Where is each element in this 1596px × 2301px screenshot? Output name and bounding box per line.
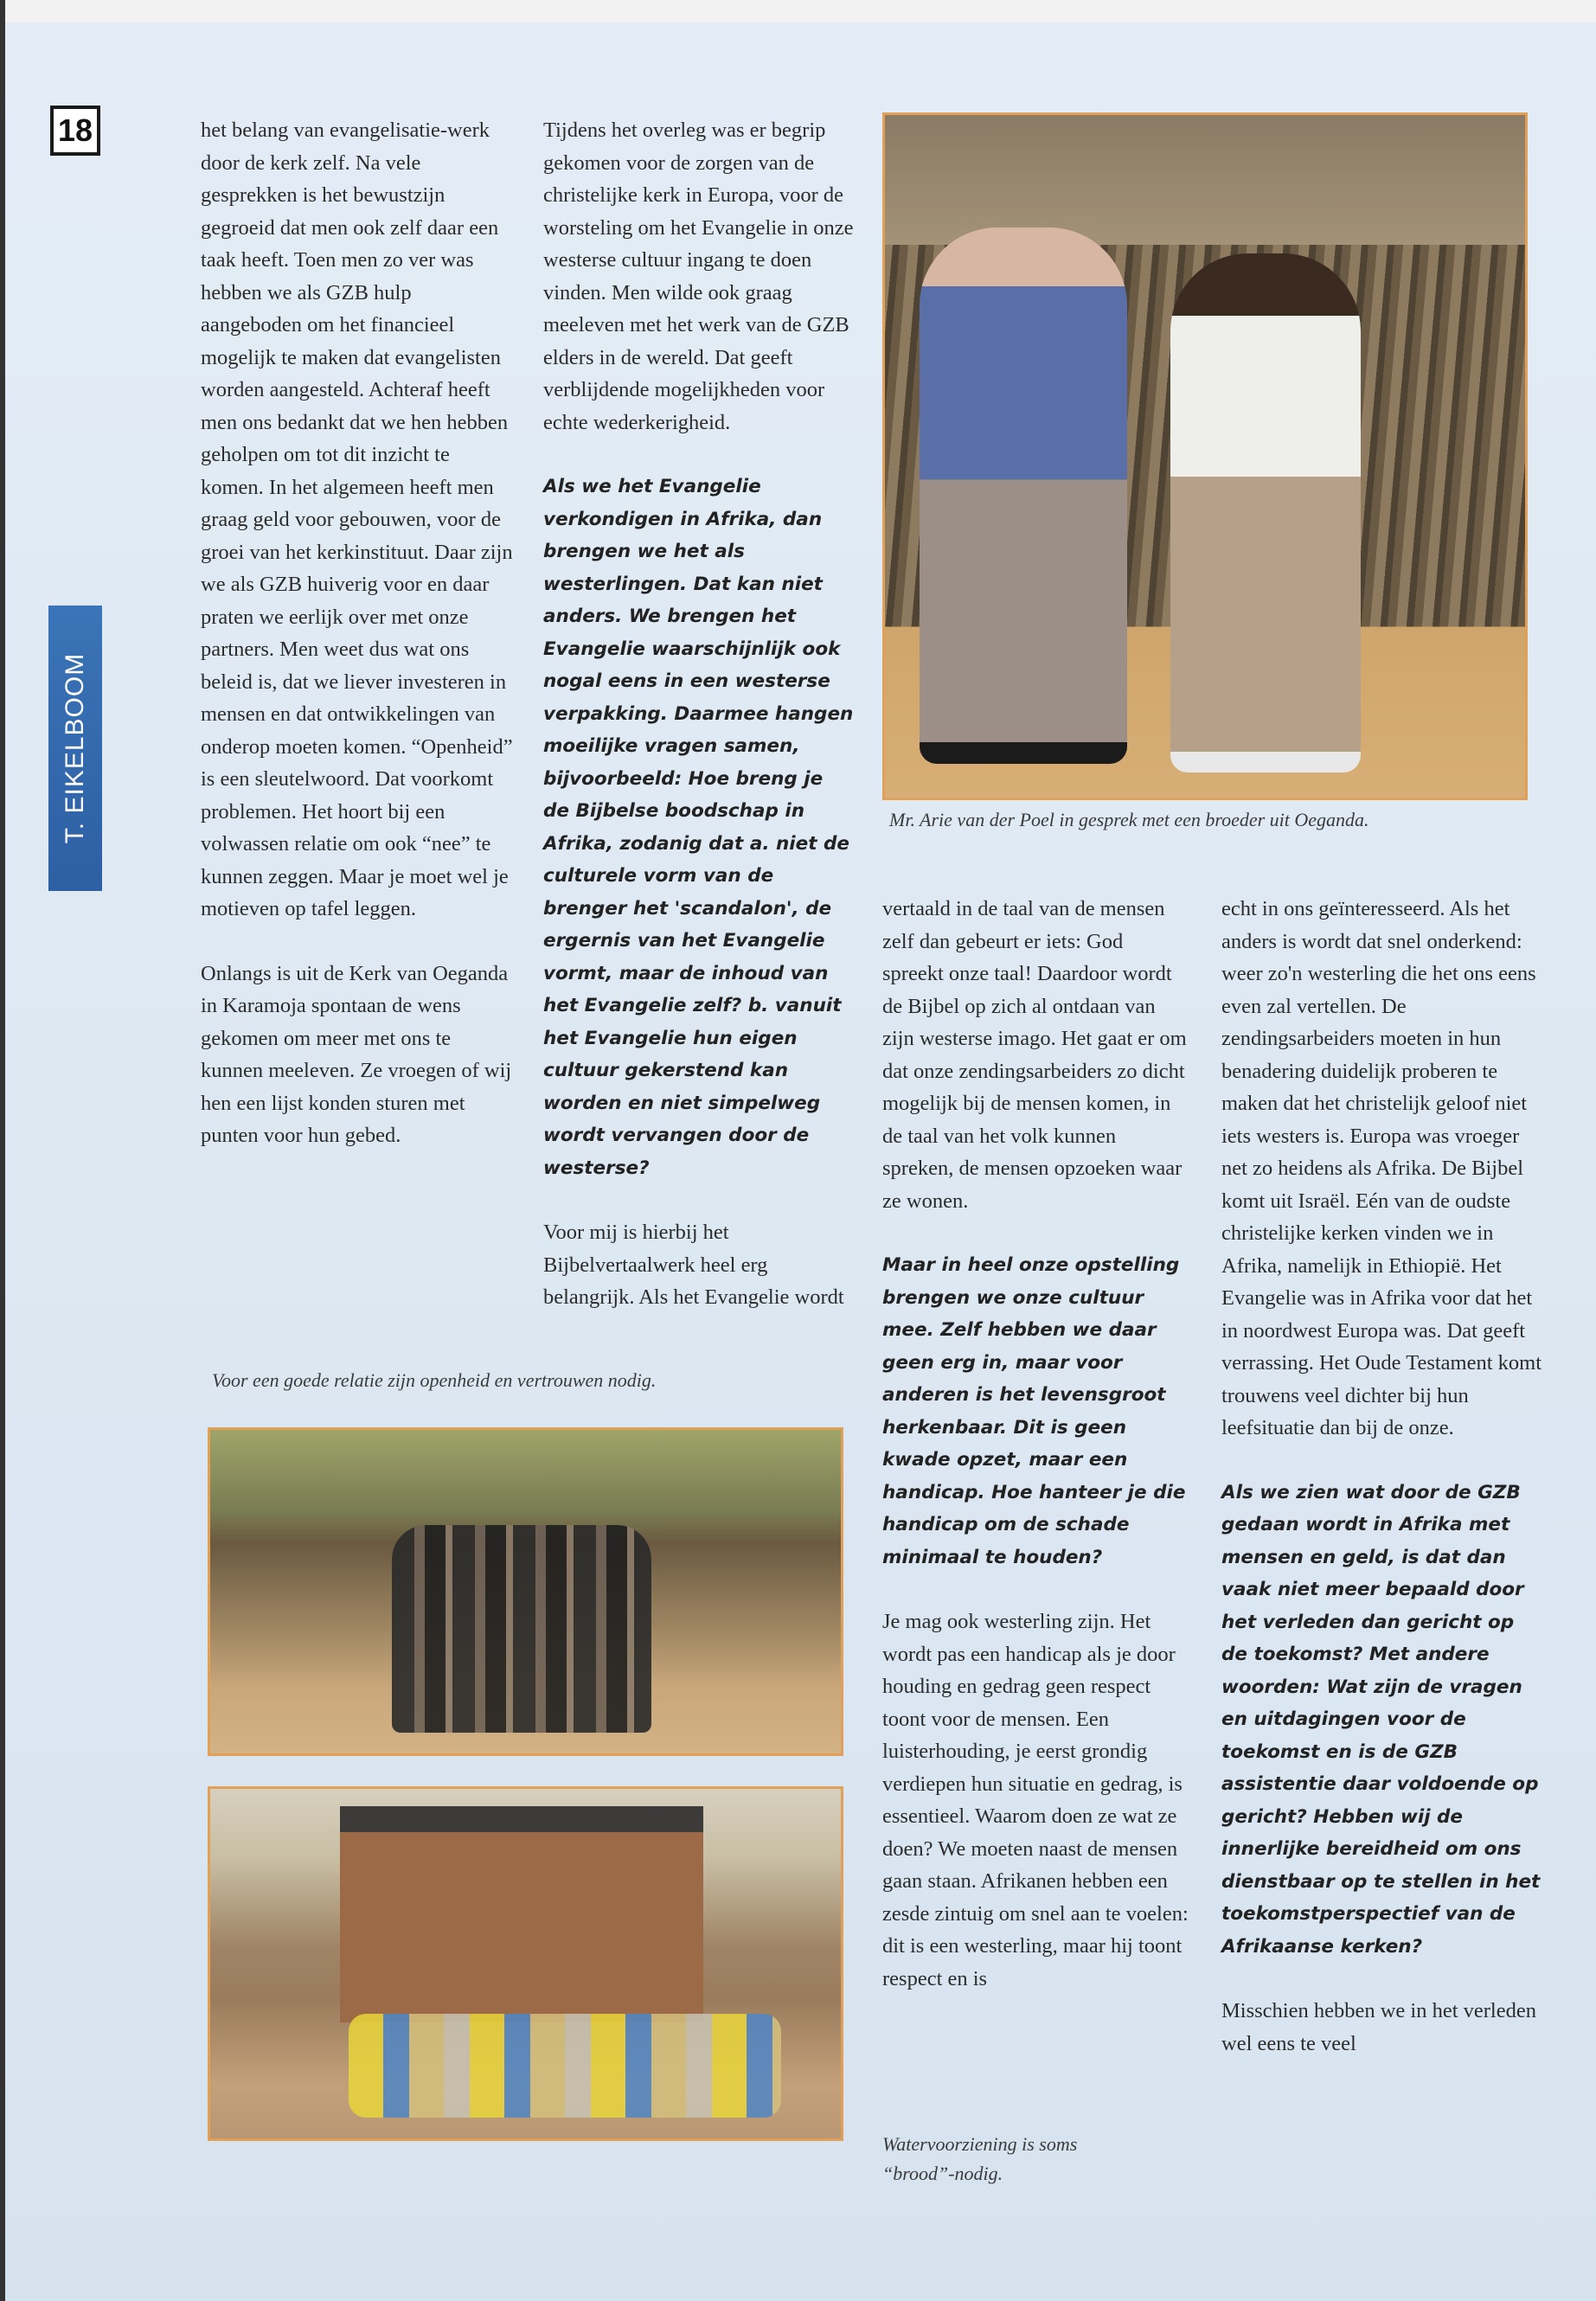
paragraph: het belang van evangelisatie-werk door de kerk zelf. Na vele gesprekken is het bewustzijn gegroeid dat men ook zelf daar een taak heeft. Toen men zo ver was hebben we als GZB hulp aangeboden om het financieel mogelijk te maken dat evangelisten worden aangesteld. Achteraf heeft men ons bedankt dat we hen hebben geholpen om tot dit inzicht te komen. In het algemeen heeft men graag geld voor gebouwen, voor de groei van het kerkinstituut. Daar zijn we als GZB huiverig voor en daar praten we eerlijk over met onze partners. Men weet dus wat ons beleid is, dat we liever investeren in mensen en dat ontwikkelingen van onderop moeten komen. “Openheid” is een sleutelwoord. Dat voorkomt problemen. Het hoort bij een volwassen relatie om ook “nee” te kunnen zeggen. Maar je moet wel je motieven op tafel leggen. — [201, 119, 513, 920]
author-label — [48, 606, 102, 891]
photo-roof — [885, 115, 1525, 245]
photo-person-left — [920, 228, 1127, 764]
photo-people-group — [392, 1525, 651, 1733]
paragraph: Voor mij is hierbij het Bijbelvertaalwerk heel erg belangrijk. Als het Evangelie wordt — [543, 1221, 844, 1309]
paragraph: echt in ons geïnteresseerd. Als het anders is wordt dat snel onderkend: weer zo'n westerling die het ons eens even zal vertellen. De zendingsarbeiders moeten in hun benadering duidelijk proberen te maken dat het christelijk geloof niet iets westers is. Europa was vroeger net zo heidens als Afrika. De Bijbel komt uit Israël. Eén van de oudste christelijke kerken vinden we in Afrika, namelijk in Ethiopië. Het Evangelie was in Afrika voor dat het in noordwest Europa was. Dat geeft verrassing. Het Oude Testament komt trouwens veel dichter bij hun leefsituatie dan bij de onze. — [1221, 897, 1542, 1439]
top-edge — [0, 0, 1596, 22]
paragraph: vertaald in de taal van de mensen zelf dan gebeurt er iets: God spreekt onze taal! Daardoor wordt de Bijbel op zich al ontdaan van zijn westerse imago. Het gaat er om dat onze zendingsarbeiders zo dicht mogelijk bij de mensen komen, in de taal van het volk kunnen spreken, de mensen opzoeken waar ze wonen. — [882, 897, 1187, 1213]
photo-conversation — [882, 112, 1528, 800]
photo-water-supply — [208, 1786, 843, 2141]
text-column-1 — [201, 114, 516, 1152]
paragraph: Je mag ook westerling zijn. Het wordt pas een handicap als je door houding en gedrag geen respect toont voor de mensen. Een luisterhouding, je eerst grondig verdiepen hun situatie en gedrag, is essentieel. Waarom doen ze wat ze doen? We moeten naast de mensen gaan staan. Afrikanen hebben een zesde zintuig om snel aan te voelen: dit is een westerling, maar hij toont respect en is — [882, 1610, 1189, 1990]
photo-caption-2: Voor een goede relatie zijn openheid en vertrouwen nodig. — [212, 1369, 657, 1391]
author-name: T. EIKELBOOM — [61, 652, 90, 844]
photo-building — [340, 1806, 703, 2022]
photo-water-cans — [349, 2014, 781, 2118]
text-column-4 — [1221, 893, 1542, 2060]
photo-caption-1: Mr. Arie van der Poel in gesprek met een broeder uit Oeganda. — [889, 809, 1369, 830]
paragraph: Onlangs is uit de Kerk van Oeganda in Karamoja spontaan de wens gekomen om meer met ons te kunnen meeleven. Ze vroegen of wij hen een lijst konden sturen met punten voor hun gebed. — [201, 961, 512, 1147]
left-edge — [0, 0, 5, 2301]
page-number: 18 — [50, 106, 100, 156]
photo-person-right — [1170, 253, 1361, 772]
interview-question: Maar in heel onze opstelling brengen we onze cultuur mee. Zelf hebben we daar geen erg in, maar voor anderen is het levensgroot herkenbaar. Dit is geen kwade opzet, maar een handicap. Hoe hanteer je die handicap om de schade minimaal te houden? — [882, 1254, 1186, 1568]
interview-question: Als we het Evangelie verkondigen in Afrika, dan brengen we het als westerlingen. Dat kan niet anders. We brengen het Evangelie waarschijnlijk ook nogal eens in een westerse verpakking. Daarmee hangen moeilijke vragen samen, bijvoorbeeld: Hoe breng je de Bijbelse boodschap in Afrika, zodanig dat a. niet de culturele vorm van de brenger het 'scandalon', de ergernis van het Evangelie vormt, maar de inhoud van het Evangelie zelf? b. vanuit het Evangelie hun eigen cultuur gekerstend kan worden en niet simpelweg wordt vervangen door de westerse? — [543, 476, 854, 1179]
text-column-2 — [543, 114, 855, 1314]
text-column-3 — [882, 893, 1189, 1995]
photo-group — [208, 1427, 843, 1756]
paragraph: Tijdens het overleg was er begrip gekomen voor de zorgen van de christelijke kerk in Europa, voor de worsteling om het Evangelie in onze westerse cultuur ingang te doen vinden. Men wilde ook graag meeleven met het werk van de GZB elders in de wereld. Dat geeft verblijdende mogelijkheden voor echte wederkerigheid. — [543, 119, 854, 434]
paragraph: Misschien hebben we in het verleden wel eens te veel — [1221, 1999, 1536, 2055]
interview-question: Als we zien wat door de GZB gedaan wordt in Afrika met mensen en geld, is dat dan vaak niet meer bepaald door het verleden dan gericht op de toekomst? Met andere woorden: Wat zijn de vragen en uitdagingen voor de toekomst en is de GZB assistentie daar voldoende op gericht? Hebben wij de innerlijke bereidheid om ons dienstbaar op te stellen in het toekomstperspectief van de Afrikaanse kerken? — [1221, 1481, 1541, 1958]
photo-caption-3: Watervoorziening is soms “brood”-nodig. — [882, 2133, 1078, 2184]
